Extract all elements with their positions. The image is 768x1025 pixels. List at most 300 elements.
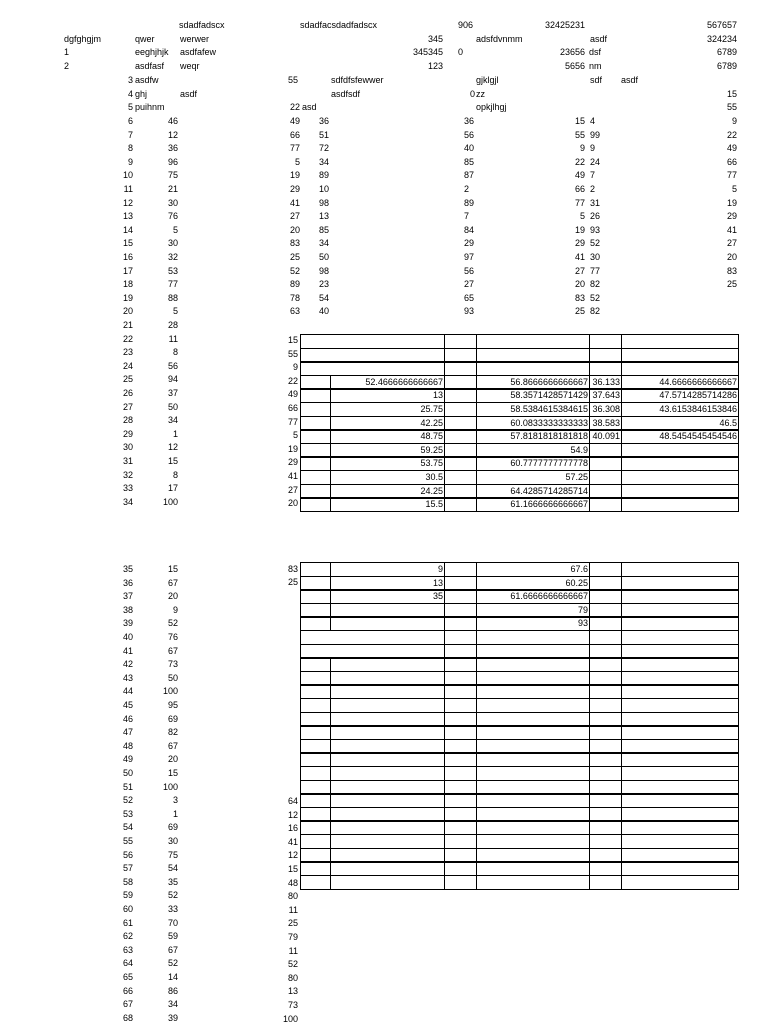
table-side-value[interactable]: 79 xyxy=(287,932,298,942)
table-cell[interactable] xyxy=(621,820,739,835)
table-cell[interactable] xyxy=(476,793,590,808)
data-cell[interactable]: 83 xyxy=(574,292,585,303)
data-cell[interactable]: 27 xyxy=(574,265,585,276)
data-cell[interactable]: 5 xyxy=(294,156,300,167)
table-cell[interactable] xyxy=(330,616,445,631)
data-cell[interactable]: 77 xyxy=(726,170,737,181)
header-cell[interactable]: asdf xyxy=(180,89,198,99)
table-cell[interactable] xyxy=(330,861,445,876)
row-number[interactable]: 41 xyxy=(122,645,133,656)
table-cell[interactable] xyxy=(444,562,477,577)
table-cell[interactable] xyxy=(589,334,622,349)
data-cell[interactable]: 65 xyxy=(464,292,475,303)
data-cell[interactable]: 56 xyxy=(464,129,475,140)
table-cell[interactable] xyxy=(589,698,622,713)
row-number[interactable]: 42 xyxy=(122,659,133,670)
row-number[interactable]: 17 xyxy=(122,265,133,276)
table-cell[interactable] xyxy=(589,630,622,645)
table-side-value[interactable]: 41 xyxy=(287,837,298,847)
row-value[interactable]: 52 xyxy=(167,618,178,629)
header-cell[interactable]: 15 xyxy=(726,89,737,99)
table-side-value[interactable]: 25 xyxy=(287,577,298,587)
table-cell[interactable] xyxy=(330,766,445,781)
table-side-value[interactable]: 49 xyxy=(287,389,298,399)
table-side-value[interactable]: 25 xyxy=(287,918,298,928)
row-number[interactable]: 8 xyxy=(127,143,133,154)
data-cell[interactable]: 83 xyxy=(289,238,300,249)
table-cell[interactable] xyxy=(589,589,622,604)
data-cell[interactable]: 66 xyxy=(289,129,300,140)
table-cell[interactable] xyxy=(330,657,445,672)
row-value[interactable]: 36 xyxy=(167,143,178,154)
table-cell[interactable] xyxy=(621,630,739,645)
table-cell[interactable] xyxy=(330,497,445,512)
table-side-value[interactable]: 16 xyxy=(287,823,298,833)
data-cell[interactable]: 52 xyxy=(590,238,601,249)
header-cell[interactable]: 567657 xyxy=(706,20,737,30)
table-cell[interactable] xyxy=(476,334,590,349)
table-cell[interactable] xyxy=(476,725,590,740)
table-cell[interactable] xyxy=(621,470,739,485)
row-number[interactable]: 6 xyxy=(127,116,133,126)
row-value[interactable]: 8 xyxy=(172,469,178,480)
row-number[interactable]: 62 xyxy=(122,931,133,942)
row-number[interactable]: 31 xyxy=(122,456,133,466)
row-number[interactable]: 28 xyxy=(122,415,133,426)
data-cell[interactable]: 22 xyxy=(726,129,737,140)
table-cell[interactable] xyxy=(330,834,445,849)
table-cell[interactable] xyxy=(621,616,739,631)
row-number[interactable]: 65 xyxy=(122,972,133,982)
table-cell[interactable] xyxy=(476,562,590,577)
data-cell[interactable]: 97 xyxy=(464,252,475,262)
row-number[interactable]: 39 xyxy=(122,618,133,629)
row-value[interactable]: 50 xyxy=(167,401,178,412)
table-side-value[interactable]: 41 xyxy=(287,471,298,481)
data-cell[interactable]: 41 xyxy=(726,224,737,235)
table-side-value[interactable]: 100 xyxy=(282,1014,298,1024)
table-cell[interactable] xyxy=(444,834,477,849)
table-cell[interactable] xyxy=(300,766,331,781)
data-cell[interactable]: 56 xyxy=(464,265,475,276)
header-cell[interactable]: 324234 xyxy=(706,34,737,44)
row-value[interactable]: 1 xyxy=(172,808,178,819)
header-cell[interactable]: 22 xyxy=(289,102,300,112)
row-number[interactable]: 27 xyxy=(122,401,133,412)
data-cell[interactable]: 27 xyxy=(289,211,300,222)
header-cell[interactable]: asdfafew xyxy=(180,47,217,57)
header-cell[interactable]: 3 xyxy=(127,75,133,85)
table-cell[interactable] xyxy=(444,388,477,403)
table-cell[interactable] xyxy=(621,334,739,349)
data-cell[interactable]: 29 xyxy=(574,238,585,249)
table-side-value[interactable]: 64 xyxy=(287,796,298,806)
table-cell[interactable] xyxy=(444,470,477,485)
table-cell[interactable] xyxy=(476,497,590,512)
row-value[interactable]: 77 xyxy=(167,279,178,290)
row-number[interactable]: 59 xyxy=(122,890,133,901)
data-cell[interactable]: 29 xyxy=(464,238,475,249)
table-cell[interactable] xyxy=(621,562,739,577)
row-value[interactable]: 100 xyxy=(162,496,178,507)
row-value[interactable]: 73 xyxy=(167,659,178,670)
data-cell[interactable]: 19 xyxy=(726,197,737,208)
row-value[interactable]: 37 xyxy=(167,388,178,398)
row-number[interactable]: 11 xyxy=(123,184,133,194)
data-cell[interactable]: 87 xyxy=(464,170,475,181)
table-cell[interactable] xyxy=(300,834,331,849)
row-value[interactable]: 69 xyxy=(167,822,178,833)
header-cell[interactable]: sdfdfsfewwer xyxy=(331,75,384,85)
header-cell[interactable]: 906 xyxy=(458,20,474,30)
table-cell[interactable] xyxy=(589,497,622,512)
header-cell[interactable]: asdfsdf xyxy=(331,89,361,99)
table-cell[interactable] xyxy=(300,698,331,713)
table-cell[interactable] xyxy=(476,766,590,781)
data-cell[interactable]: 52 xyxy=(590,292,601,303)
table-cell[interactable] xyxy=(300,497,331,512)
row-number[interactable]: 15 xyxy=(122,238,133,249)
table-cell[interactable] xyxy=(476,752,590,767)
data-cell[interactable]: 36 xyxy=(319,116,330,126)
table-side-value[interactable]: 52 xyxy=(287,959,298,969)
row-number[interactable]: 21 xyxy=(122,320,133,330)
table-cell[interactable] xyxy=(444,698,477,713)
table-cell[interactable] xyxy=(300,752,331,767)
table-cell[interactable] xyxy=(621,361,739,376)
table-cell[interactable] xyxy=(330,562,445,577)
table-cell[interactable] xyxy=(444,589,477,604)
row-value[interactable]: 76 xyxy=(167,211,178,222)
data-cell[interactable]: 4 xyxy=(590,116,596,126)
table-cell[interactable] xyxy=(330,456,445,471)
table-cell[interactable] xyxy=(330,402,445,417)
data-cell[interactable]: 5 xyxy=(731,184,737,194)
table-side-value[interactable]: 66 xyxy=(287,403,298,413)
table-cell[interactable] xyxy=(589,820,622,835)
table-side-value[interactable]: 22 xyxy=(287,376,298,386)
row-number[interactable]: 44 xyxy=(122,686,133,697)
header-cell[interactable]: werwer xyxy=(180,34,210,44)
row-number[interactable]: 10 xyxy=(122,170,133,181)
table-cell[interactable] xyxy=(589,725,622,740)
row-number[interactable]: 45 xyxy=(122,700,133,710)
row-number[interactable]: 38 xyxy=(122,604,133,615)
data-cell[interactable]: 9 xyxy=(579,143,585,154)
header-cell[interactable]: gjklgjl xyxy=(476,75,499,85)
row-value[interactable]: 17 xyxy=(167,483,178,494)
table-cell[interactable] xyxy=(621,752,739,767)
row-number[interactable]: 30 xyxy=(122,442,133,453)
table-cell[interactable] xyxy=(476,834,590,849)
row-value[interactable]: 53 xyxy=(167,265,178,276)
table-cell[interactable] xyxy=(621,456,739,471)
table-cell[interactable] xyxy=(300,875,331,890)
header-cell[interactable]: 2 xyxy=(64,61,70,71)
row-value[interactable]: 34 xyxy=(167,999,178,1010)
row-number[interactable]: 66 xyxy=(122,985,133,996)
data-cell[interactable]: 20 xyxy=(726,252,737,262)
table-cell[interactable] xyxy=(444,334,477,349)
table-cell[interactable] xyxy=(589,616,622,631)
row-number[interactable]: 56 xyxy=(122,849,133,860)
data-cell[interactable]: 40 xyxy=(464,143,475,154)
table-cell[interactable] xyxy=(589,657,622,672)
row-number[interactable]: 35 xyxy=(122,564,133,574)
row-number[interactable]: 60 xyxy=(122,904,133,914)
table-cell[interactable] xyxy=(621,402,739,417)
row-value[interactable]: 75 xyxy=(167,170,178,181)
header-cell[interactable]: asd xyxy=(302,102,317,112)
table-cell[interactable] xyxy=(444,752,477,767)
row-number[interactable]: 52 xyxy=(122,795,133,806)
table-cell[interactable] xyxy=(589,562,622,577)
data-cell[interactable]: 93 xyxy=(590,224,601,235)
header-cell[interactable]: asdf xyxy=(621,75,639,85)
row-value[interactable]: 1 xyxy=(172,428,178,439)
header-cell[interactable]: 345 xyxy=(427,34,443,44)
table-cell[interactable] xyxy=(330,725,445,740)
row-number[interactable]: 26 xyxy=(122,388,133,398)
data-cell[interactable]: 82 xyxy=(590,306,601,317)
table-cell[interactable] xyxy=(476,402,590,417)
row-value[interactable]: 15 xyxy=(167,456,178,466)
table-cell[interactable] xyxy=(621,589,739,604)
table-cell[interactable] xyxy=(330,752,445,767)
table-cell[interactable] xyxy=(300,589,331,604)
table-cell[interactable] xyxy=(444,766,477,781)
header-cell[interactable]: dgfghgjm xyxy=(64,34,102,44)
data-cell[interactable]: 51 xyxy=(319,129,330,140)
row-number[interactable]: 36 xyxy=(122,577,133,588)
table-cell[interactable] xyxy=(444,497,477,512)
data-cell[interactable]: 25 xyxy=(289,252,300,262)
data-cell[interactable]: 2 xyxy=(464,184,470,194)
row-number[interactable]: 18 xyxy=(122,279,133,290)
table-cell[interactable] xyxy=(444,875,477,890)
table-cell[interactable] xyxy=(300,562,331,577)
data-cell[interactable]: 22 xyxy=(574,156,585,167)
data-cell[interactable]: 82 xyxy=(590,279,601,290)
data-cell[interactable]: 85 xyxy=(464,156,475,167)
header-cell[interactable]: sdadfadscx xyxy=(179,20,225,30)
row-value[interactable]: 94 xyxy=(167,374,178,385)
table-cell[interactable] xyxy=(589,456,622,471)
row-number[interactable]: 20 xyxy=(122,306,133,317)
row-number[interactable]: 51 xyxy=(122,781,133,792)
row-value[interactable]: 20 xyxy=(167,591,178,602)
data-cell[interactable]: 49 xyxy=(574,170,585,181)
row-value[interactable]: 15 xyxy=(167,564,178,574)
table-cell[interactable] xyxy=(621,834,739,849)
row-number[interactable]: 12 xyxy=(122,197,133,208)
data-cell[interactable]: 52 xyxy=(289,265,300,276)
data-cell[interactable]: 9 xyxy=(731,116,737,126)
table-cell[interactable] xyxy=(621,388,739,403)
header-cell[interactable]: opkjlhgj xyxy=(476,102,507,112)
table-cell[interactable] xyxy=(476,861,590,876)
table-cell[interactable] xyxy=(300,334,445,349)
data-cell[interactable]: 66 xyxy=(726,156,737,167)
table-cell[interactable] xyxy=(330,684,445,699)
data-cell[interactable]: 83 xyxy=(726,265,737,276)
data-cell[interactable]: 9 xyxy=(590,143,596,154)
table-side-value[interactable]: 19 xyxy=(287,444,298,454)
table-side-value[interactable]: 13 xyxy=(287,986,298,996)
data-cell[interactable]: 27 xyxy=(726,238,737,249)
table-cell[interactable] xyxy=(621,725,739,740)
table-side-value[interactable]: 55 xyxy=(287,349,298,359)
row-value[interactable]: 30 xyxy=(167,836,178,846)
table-side-value[interactable]: 80 xyxy=(287,891,298,901)
data-cell[interactable]: 72 xyxy=(319,143,330,154)
row-number[interactable]: 32 xyxy=(122,469,133,480)
table-cell[interactable] xyxy=(476,698,590,713)
table-cell[interactable] xyxy=(476,361,590,376)
row-number[interactable]: 23 xyxy=(122,347,133,358)
header-cell[interactable]: 345345 xyxy=(412,47,443,57)
data-cell[interactable]: 13 xyxy=(319,211,330,222)
row-value[interactable]: 54 xyxy=(167,863,178,874)
table-cell[interactable] xyxy=(300,725,331,740)
row-value[interactable]: 56 xyxy=(167,360,178,371)
row-value[interactable]: 69 xyxy=(167,713,178,724)
row-value[interactable]: 33 xyxy=(167,904,178,914)
table-cell[interactable] xyxy=(300,684,331,699)
table-cell[interactable] xyxy=(621,497,739,512)
row-value[interactable]: 15 xyxy=(167,768,178,778)
data-cell[interactable]: 63 xyxy=(289,306,300,317)
data-cell[interactable]: 78 xyxy=(289,292,300,303)
table-side-value[interactable]: 80 xyxy=(287,973,298,983)
row-value[interactable]: 30 xyxy=(167,238,178,249)
data-cell[interactable]: 98 xyxy=(319,197,330,208)
header-cell[interactable]: 55 xyxy=(288,75,299,85)
table-cell[interactable] xyxy=(300,630,445,645)
row-number[interactable]: 19 xyxy=(122,292,133,303)
data-cell[interactable]: 27 xyxy=(464,279,475,290)
table-cell[interactable] xyxy=(300,456,331,471)
row-value[interactable]: 28 xyxy=(167,320,178,330)
row-number[interactable]: 46 xyxy=(122,713,133,724)
table-cell[interactable] xyxy=(330,820,445,835)
data-cell[interactable]: 89 xyxy=(319,170,330,181)
table-cell[interactable] xyxy=(589,429,622,444)
table-cell[interactable] xyxy=(589,793,622,808)
header-cell[interactable]: 23656 xyxy=(559,47,585,57)
data-cell[interactable]: 20 xyxy=(574,279,585,290)
table-side-value[interactable]: 5 xyxy=(292,430,298,440)
data-cell[interactable]: 98 xyxy=(319,265,330,276)
data-cell[interactable]: 99 xyxy=(590,129,601,140)
row-value[interactable]: 34 xyxy=(167,415,178,426)
row-value[interactable]: 67 xyxy=(167,645,178,656)
table-side-value[interactable]: 15 xyxy=(287,335,298,345)
row-number[interactable]: 43 xyxy=(122,672,133,683)
table-cell[interactable] xyxy=(476,589,590,604)
table-cell[interactable] xyxy=(589,470,622,485)
row-value[interactable]: 76 xyxy=(167,632,178,642)
header-cell[interactable]: qwer xyxy=(135,34,155,44)
data-cell[interactable]: 23 xyxy=(319,279,330,290)
header-cell[interactable]: eeghjhjk xyxy=(135,47,169,57)
table-side-value[interactable]: 11 xyxy=(288,946,298,956)
row-number[interactable]: 57 xyxy=(122,863,133,874)
row-value[interactable]: 8 xyxy=(172,347,178,358)
row-value[interactable]: 32 xyxy=(167,252,178,262)
table-cell[interactable] xyxy=(589,684,622,699)
table-cell[interactable] xyxy=(476,616,590,631)
row-value[interactable]: 9 xyxy=(172,604,178,615)
header-cell[interactable]: asdfasf xyxy=(135,61,165,71)
table-cell[interactable] xyxy=(589,752,622,767)
row-number[interactable]: 58 xyxy=(122,876,133,887)
row-value[interactable]: 21 xyxy=(167,184,178,194)
table-cell[interactable] xyxy=(300,388,331,403)
row-value[interactable]: 75 xyxy=(167,849,178,860)
row-value[interactable]: 67 xyxy=(167,577,178,588)
header-cell[interactable]: 1 xyxy=(64,47,70,57)
row-value[interactable]: 59 xyxy=(167,931,178,942)
row-number[interactable]: 53 xyxy=(122,808,133,819)
table-cell[interactable] xyxy=(444,429,477,444)
row-number[interactable]: 47 xyxy=(122,727,133,738)
row-number[interactable]: 14 xyxy=(122,224,133,235)
data-cell[interactable]: 2 xyxy=(590,184,596,194)
row-number[interactable]: 7 xyxy=(127,129,133,140)
data-cell[interactable]: 7 xyxy=(590,170,596,181)
table-cell[interactable] xyxy=(300,429,331,444)
data-cell[interactable]: 77 xyxy=(289,143,300,154)
table-side-value[interactable]: 15 xyxy=(287,864,298,874)
table-cell[interactable] xyxy=(300,820,331,835)
data-cell[interactable]: 10 xyxy=(319,184,330,194)
row-value[interactable]: 67 xyxy=(167,944,178,955)
row-number[interactable]: 22 xyxy=(122,333,133,344)
row-value[interactable]: 82 xyxy=(167,727,178,738)
table-cell[interactable] xyxy=(330,698,445,713)
table-cell[interactable] xyxy=(444,684,477,699)
table-cell[interactable] xyxy=(330,429,445,444)
data-cell[interactable]: 85 xyxy=(319,224,330,235)
table-cell[interactable] xyxy=(621,793,739,808)
row-number[interactable]: 40 xyxy=(122,632,133,642)
row-value[interactable]: 46 xyxy=(167,116,178,126)
table-side-value[interactable]: 20 xyxy=(287,498,298,508)
row-value[interactable]: 50 xyxy=(167,672,178,683)
table-cell[interactable] xyxy=(444,793,477,808)
row-number[interactable]: 68 xyxy=(122,1012,133,1023)
table-cell[interactable] xyxy=(330,589,445,604)
table-side-value[interactable]: 9 xyxy=(292,362,298,372)
table-cell[interactable] xyxy=(300,657,331,672)
data-cell[interactable]: 41 xyxy=(574,252,585,262)
data-cell[interactable]: 26 xyxy=(590,211,601,222)
row-value[interactable]: 70 xyxy=(167,917,178,928)
row-value[interactable]: 5 xyxy=(172,306,178,317)
table-cell[interactable] xyxy=(300,361,445,376)
data-cell[interactable]: 30 xyxy=(590,252,601,262)
data-cell[interactable]: 54 xyxy=(319,292,330,303)
table-side-value[interactable]: 48 xyxy=(287,878,298,888)
table-cell[interactable] xyxy=(300,470,331,485)
table-cell[interactable] xyxy=(476,657,590,672)
table-cell[interactable] xyxy=(300,616,331,631)
table-cell[interactable] xyxy=(621,698,739,713)
data-cell[interactable]: 29 xyxy=(726,211,737,222)
table-cell[interactable] xyxy=(589,766,622,781)
header-cell[interactable]: 5656 xyxy=(564,61,585,71)
